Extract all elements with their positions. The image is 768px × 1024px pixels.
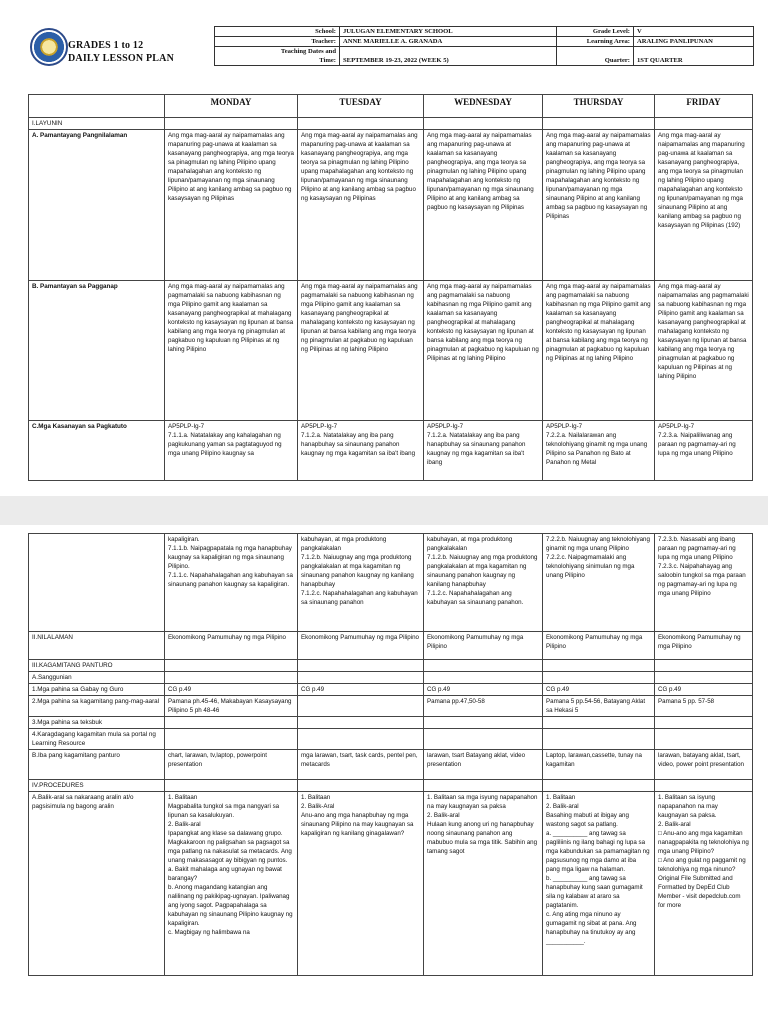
row-label-iba-pang-kagamitan: B.Iba pang kagamitang panturo (29, 750, 165, 780)
learning-area-value: ARALING PANLIPUNAN (634, 37, 754, 47)
quarter-value: 1ST QUARTER (634, 56, 754, 66)
cell-text: CG p.49 (424, 684, 543, 696)
page-separator (0, 496, 768, 525)
table-row (29, 729, 753, 750)
row-label-nilalaman: II.NILALAMAN (29, 632, 165, 660)
cell-text: 1. Balitaan 2. Balik-aral Basahing mabuti at ibigay ang wastong sagot sa patlang. a. __________ ang tawag sa pagliliinis ng ilang bahagi ng lupa sa mga kabundukan sa pamamagitan ng pagsusunog ng mga damo at iba pang mga ligaw na halaman. b. __________ ang tawag sa hanapbuhay kung saan gumagamit sila ng kalabaw at araro sa pagtatanim. c. Ang ating mga ninuno ay gumagamit ng sibat at pana. Ang hanapbuhay na tinutukoy ay ang ___________. (543, 792, 655, 976)
cell-text: AP5PLP-Ig-7 7.1.2.a. Natatalakay ang iba pang hanapbuhay sa sinaunang panahon kaugnay ng mga kagamitan sa iba't ibang (424, 421, 543, 481)
cell-text: Ekonomikong Pamumuhay ng mga Pilipino (165, 632, 298, 660)
cell-text: 1. Balitaan sa mga isyung napapanahon na may kaugnayan sa paksa 2. Balik-aral Hulaan kung anong uri ng hanapbuhay noong sinaunang panahon ang mabubuo mula sa mga titik. Sabihin ang tamang sagot (424, 792, 543, 976)
cell-text: CG p.49 (298, 684, 424, 696)
table-row (29, 717, 753, 729)
cell-text: Ang mga mag-aaral ay naipamamalas ang pagmamalaki sa nabuong kabihasnan ng mga Pilipino gamit ang kaalaman sa kasanayang pangheograpikal at mahalagang konteksto ng kasaysayan ng lipunan at bansa kabilang ang mga teorya ng pinagmulan at pagkabuo ng kapuluan ng Pilipinas at ng lahing Pilipino (543, 281, 655, 421)
lesson-table-page1 (28, 94, 753, 481)
table-row (29, 130, 753, 281)
table-row (29, 281, 753, 421)
cell-text: Ang mga mag-aaral ay naipamamalas ang mapanuring pag-unawa at kaalaman sa kasanayang pangheograpiya, ang mga teorya sa pinagmulan ng lahing Pilipino upang mapahalagahan ang konteksto ng lipunan/pamayanan ng mga sinaunang Pilipino at ang kanilang ambag sa pagbuo ng kasaysayan ng Pilipinas (165, 130, 298, 281)
school-value: JULUGAN ELEMENTARY SCHOOL (340, 27, 557, 37)
cell-text: CG p.49 (655, 684, 753, 696)
day-friday: FRIDAY (655, 95, 753, 118)
day-thursday: THURSDAY (543, 95, 655, 118)
cell-text: 1. Balitaan sa isyung napapanahon na may kaugnayan sa paksa. 2. Balik-aral □ Anu-ano ang mga kagamitan nanagpapakita ng teknolohiya ng mga unang Pilipino? □ Ano ang gulat ng paggamit ng teknolohiya ng mga ninuno? Original File Submitted and Formatted by DepEd Club Member - visit depedclub.com for more (655, 792, 753, 976)
cell-text: Ang mga mag-aaral ay naipamamalas ang pagmamalaki sa nabuong kabihasnan ng mga Pilipino gamit ang kaalaman sa kasanayang pangheograpikal at mahalagang konteksto ng kasaysayan ng lipunan at bansa kabilang ang mga teorya ng pinagmulan at pagkabuo ng kapuluan ng Pilipinas at ng lahing Pilipino (165, 281, 298, 421)
empty-label-cell (29, 534, 165, 632)
table-row (29, 534, 753, 632)
cell-text: Pamana 5 pp.54-56, Batayang Aklat sa Hekasi 5 (543, 696, 655, 717)
lesson-table-page2 (28, 533, 753, 976)
cell-text: kabuhayan, at mga produktong pangkalakalan 7.1.2.b. Naiuugnay ang mga produktong pangkalakalan at mga kagamitan ng sinaunang panahon kaugnay ng kanilang hanapbuhay 7.1.2.c. Napahahalagahan ang kabuhayan sa sinaunang panahon (298, 534, 424, 632)
cell-text: Ang mga mag-aaral ay naipamamalas ang mapanuring pag-unawa at kaalaman sa kasanayang pangheograpiya, ang mga teorya sa pinagmulan ng lahing Pilipino upang mapahalagahan ang konteksto ng lipunan/pamayanan ng mga sinaunang Pilipino at ang kanilang ambag sa pagbuo ng kasaysayan ng Pilipinas (543, 130, 655, 281)
row-label-kagamitan: III.KAGAMITANG PANTURO (29, 660, 165, 672)
cell-text: Ekonomikong Pamumuhay ng mga Pilipino (298, 632, 424, 660)
row-label-kagamitang-pang-mag-aaral: 2.Mga pahina sa kagamitang pang-mag-aaral (29, 696, 165, 717)
cell-text: AP5PLP-Ig-7 7.1.1.a. Natatalakay ang kahalagahan ng pagkukunang yaman sa pagtataguyod ng mga unang Pilipino kaugnay sa (165, 421, 298, 481)
cell-text: 1. Balitaan 2. Balik-Aral Anu-ano ang mga hanapbuhay ng mga sinaunang Pilipino na may kaugnayan sa kapaligiran ng kanilang ginagalawan? (298, 792, 424, 976)
title-grades: GRADES 1 to 12 (68, 40, 144, 51)
table-row (29, 684, 753, 696)
day-tuesday: TUESDAY (298, 95, 424, 118)
cell-text: larawan, batayang aklat, tsart, video, power point presentation (655, 750, 753, 780)
row-label-sanggunian: A.Sanggunian (29, 672, 165, 684)
cell-text: Ang mga mag-aaral ay naipamamalas ang mapanuring pag-unawa at kaalaman sa kasanayang pangheograpiya, ang mga teorya sa pinagmulan ng lahing Pilipino upang mapahalagahan ang konteksto ng lipunan/pamayanan ng mga sinaunang Pilipino at ang kanilang ambag sa pagbuo ng kasaysayan ng Pilipinas (424, 130, 543, 281)
cell-text: CG p.49 (165, 684, 298, 696)
cell-text: 7.2.3.b. Nasasabi ang ibang paraan ng pagmamay-ari ng lupa ng mga unang Pilipino 7.2.3.c. Naipahahayag ang saloobin tungkol sa mga paraan ng pagmamay-ari ng lupa ng mga unang Pilipino (655, 534, 753, 632)
cell-text: Ekonomikong Pamumuhay ng mga Pilipino (424, 632, 543, 660)
cell-text: Ang mga mag-aaral ay naipamamalas ang pagmamalaki sa nabuong kabihasnan ng mga Pilipino gamit ang kaalaman sa kasanayang pangheograpikal at mahalagang konteksto ng kasaysayan ng lipunan at bansa kabilang ang mga teorya ng pinagmulan at pagkabuo ng kapuluan ng Pilipinas at ng lahing Pilipino (424, 281, 543, 421)
cell-text (298, 696, 424, 717)
row-label-gabay: 1.Mga pahina sa Gabay ng Guro (29, 684, 165, 696)
row-label-procedures: IV.PROCEDURES (29, 780, 165, 792)
grade-level-label: Grade Level: (557, 27, 634, 37)
cell-text: Ang mga mag-aaral ay naipamamalas ang mapanuring pag-unawa at kaalaman sa kasanayang pangheograpiya, ang mga teorya sa pinagmulan ng lahing Pilipino upang mapahalagahan ang konteksto ng lipunan/pamayanan ng mga sinaunang Pilipino at ang kanilang ambag sa pagbuo ng kasaysayan ng Pilipinas (298, 130, 424, 281)
school-label: School: (215, 27, 340, 37)
header-info-table (214, 26, 754, 66)
cell-text: AP5PLP-Ig-7 7.1.2.a. Natatalakay ang iba pang hanapbuhay sa sinaunang panahon kaugnay ng mga kagamitan sa iba't ibang (298, 421, 424, 481)
teacher-value: ANNE MARIELLE A. GRANADA (340, 37, 557, 47)
learning-area-label: Learning Area: (557, 37, 634, 47)
cell-text: Ang mga mag-aaral ay naipamamalas ang pagmamalaki sa nabuong kabihasnan ng mga Pilipino gamit ang kaalaman sa kasanayang pangheograpikal at mahalagang konteksto ng kasaysayan ng lipunan at bansa kabilang ang mga teorya ng pinagmulan at pagkabuo ng kapuluan ng Pilipinas at ng lahing Pilipino (655, 281, 753, 421)
cell-text: chart, larawan, tv,laptop, powerpoint presentation (165, 750, 298, 780)
blank-value (634, 47, 754, 57)
cell-text: CG p.49 (543, 684, 655, 696)
cell-text: AP5PLP-Ig-7 7.2.3.a. Naipaliliwanag ang paraan ng pagmamay-ari ng lupa ng mga unang Pilipino (655, 421, 753, 481)
table-row (29, 792, 753, 976)
table-row (29, 696, 753, 717)
title-daily-lesson-plan: DAILY LESSON PLAN (68, 53, 175, 64)
time-label: Time: (215, 56, 340, 66)
table-row (29, 632, 753, 660)
cell-text: Ang mga mag-aaral ay naipamamalas ang pagmamalaki sa nabuong kabihasnan ng mga Pilipino gamit ang kaalaman sa kasanayang pangheograpikal at mahalagang konteksto ng kasaysayan ng lipunan at bansa kabilang ang mga teorya ng pinagmulan at pagkabuo ng kapuluan ng Pilipinas at ng lahing Pilipino (298, 281, 424, 421)
cell-text: Pamana ph.45-46, Makabayan Kasaysayang Pilipino 5 ph 48-46 (165, 696, 298, 717)
table-row (29, 750, 753, 780)
table-row (29, 660, 753, 672)
row-label-kasanayan: C.Mga Kasanayan sa Pagkatuto (29, 421, 165, 481)
row-label-learning-resource: 4.Karagdagang kagamitan mula sa portal ng Learning Resource (29, 729, 165, 750)
deped-seal-logo (30, 28, 68, 66)
cell-text: Laptop, larawan,cassette, tunay na kagamitan (543, 750, 655, 780)
row-label-teksbuk: 3.Mga pahina sa teksbuk (29, 717, 165, 729)
document-header (28, 26, 752, 74)
blank-label (557, 47, 634, 57)
table-row (29, 672, 753, 684)
corner-cell (29, 95, 165, 118)
cell-text: kabuhayan, at mga produktong pangkalakalan 7.1.2.b. Naiuugnay ang mga produktong pangkalakalan at mga kagamitan ng sinaunang panahon kaugnay ng kanilang hanapbuhay 7.1.2.c. Napahahalagahan ang kabuhayan sa sinaunang panahon. (424, 534, 543, 632)
cell-text: Ang mga mag-aaral ay naipamamalas ang mapanuring pag-unawa at kaalaman sa kasanayang pangheograpiya, ang mga teorya sa pinagmulan ng lahing Pilipino upang mapahalagahan ang konteksto ng lipunan/pamayanan ng mga sinaunang Pilipino at ang kanilang ambag sa pagbuo ng kasaysayan ng Pilipinas (192) (655, 130, 753, 281)
row-label-pangnilalaman: A. Pamantayang Pangnilalaman (29, 130, 165, 281)
row-label-pagganap: B. Pamantayan sa Pagganap (29, 281, 165, 421)
dates-label: Teaching Dates and (215, 47, 340, 57)
cell-text: mga larawan, tsart, task cards, pentel pen, metacards (298, 750, 424, 780)
cell-text: kapaligiran. 7.1.1.b. Naipagpapatala ng mga hanapbuhay kaugnay sa kapaligiran ng mga sinaunang Pilipino. 7.1.1.c. Napahahalagahan ang kabuhayan sa sinaunang panahon kaugnay sa kapaligiran. (165, 534, 298, 632)
table-row (29, 780, 753, 792)
layunin-row (29, 118, 753, 130)
cell-text: larawan, tsart Batayang aklat, video presentation (424, 750, 543, 780)
grade-level-value: V (634, 27, 754, 37)
days-header-row (29, 95, 753, 118)
teacher-label: Teacher: (215, 37, 340, 47)
cell-text: AP5PLP-Ig-7 7.2.2.a. Nailalarawan ang teknolohiyang ginamit ng mga unang Pilipino sa Panahon ng Bato at Panahon ng Metal (543, 421, 655, 481)
cell-text: 1. Balitaan Magpabalita tungkol sa mga nangyari sa lipunan sa kasalukuyan. 2. Balik-aral Ipapangkat ang klase sa dalawang grupo. Magkakaroon ng paligsahan sa pagsagot sa mga patlang na nakasulat sa metacards. Ang unang makasasagot ay bibigyan ng puntos. a. Bakit mahalaga ang ugnayan ng bawat barangay? b. Anong magandang katangian ang nalilinang ng pakikipag-ugnayan. Ipaliwanag ang iyong sagot. Pagpapahalaga sa kabuhayan ng sinaunang Pilipino kaugnay ng kapaligiran. c. Magbigay ng halimbawa na (165, 792, 298, 976)
cell-text: 7.2.2.b. Naiuugnay ang teknolohiyang ginamit ng mga unang Pilipino 7.2.2.c. Naipagmamalaki ang teknolohiyang sinimulan ng mga unang Pilipino (543, 534, 655, 632)
dates-value: SEPTEMBER 19-23, 2022 (WEEK 5) (340, 47, 557, 66)
section-layunin: I.LAYUNIN (29, 118, 165, 130)
cell-text: Ekonomikong Pamumuhay ng mga Pilipino (543, 632, 655, 660)
cell-text: Pamana 5 pp. 57-58 (655, 696, 753, 717)
lesson-plan-page-1 (0, 0, 768, 496)
row-label-balik-aral: A.Balik-aral sa nakaraang aralin at/o pagsisimula ng bagong aralin (29, 792, 165, 976)
quarter-label: Quarter: (557, 56, 634, 66)
cell-text: Pamana pp.47,50-58 (424, 696, 543, 717)
table-row (29, 421, 753, 481)
day-wednesday: WEDNESDAY (424, 95, 543, 118)
day-monday: MONDAY (165, 95, 298, 118)
cell-text: Ekonomikong Pamumuhay ng mga Pilipino (655, 632, 753, 660)
